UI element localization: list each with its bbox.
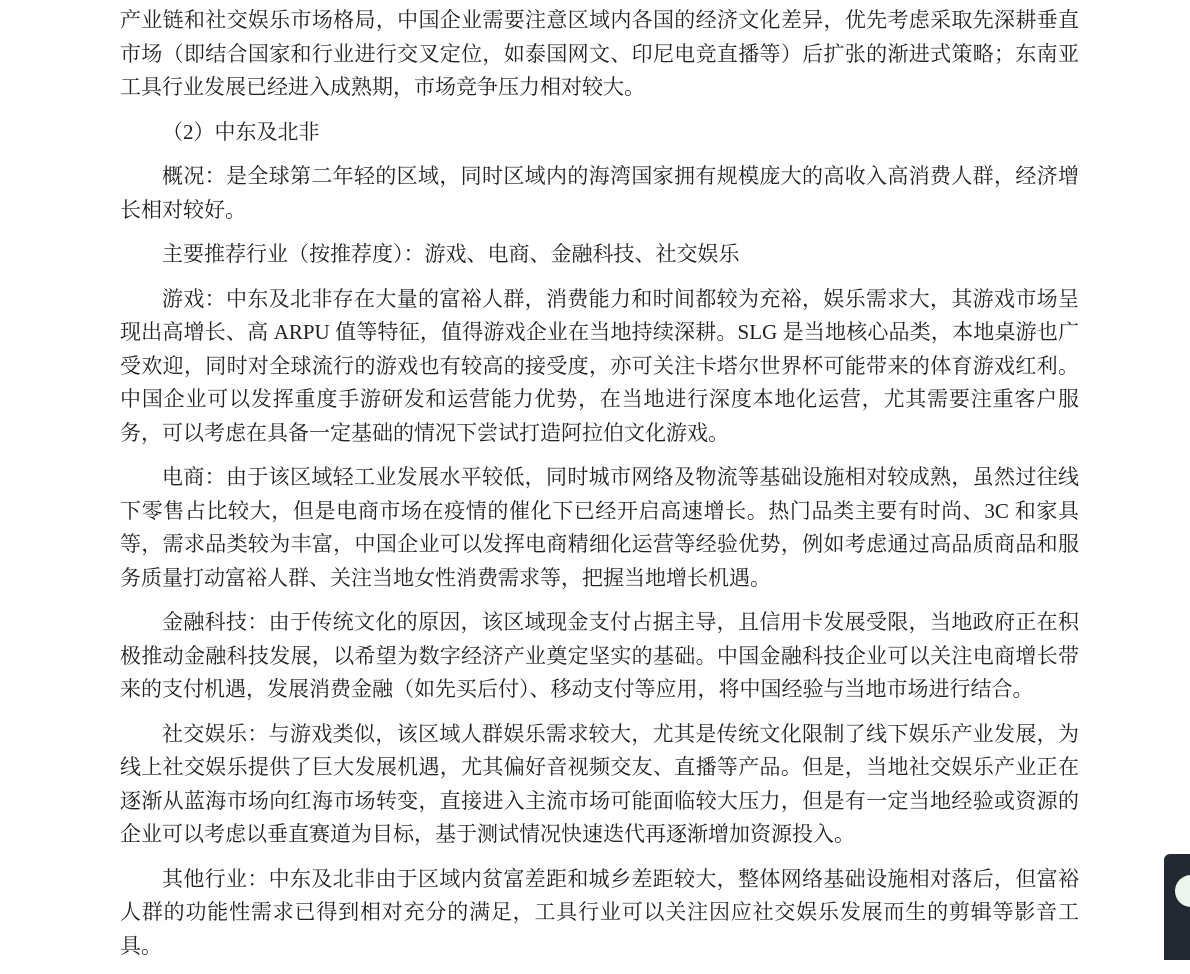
paragraph-recommended-industries: 主要推荐行业（按推荐度）：游戏、电商、金融科技、社交娱乐 xyxy=(162,242,740,266)
paragraph-fintech: 金融科技：由于传统文化的原因，该区域现金支付占据主导，且信用卡发展受限，当地政府正在积极推动金融科技发展，以希望为数字经济产业奠定坚实的基础。中国金融科技企业可以关注电商增长带来的支付机遇，发展消费金融（如先买后付）、移动支付等应用，将中国经验与当地市场进行结合。 xyxy=(120,610,1079,701)
assistant-circle-icon xyxy=(1175,875,1190,907)
paragraph-continuation: 产业链和社交娱乐市场格局，中国企业需要注意区域内各国的经济文化差异，优先考虑采取先深耕垂直市场（即结合国家和行业进行交叉定位，如泰国网文、印尼电竞直播等）后扩张的渐进式策略；东南亚工具行业发展已经进入成熟期，市场竞争压力相对较大。 xyxy=(120,8,1079,99)
paragraph-overview: 概况：是全球第二年轻的区域，同时区域内的海湾国家拥有规模庞大的高收入高消费人群，经济增长相对较好。 xyxy=(120,164,1079,222)
paragraph-ecommerce: 电商：由于该区域轻工业发展水平较低，同时城市网络及物流等基础设施相对较成熟，虽然过往线下零售占比较大，但是电商市场在疫情的催化下已经开启高速增长。热门品类主要有时尚、3C 和家具等，需求品类较为丰富，中国企业可以发挥电商精细化运营等经验优势，例如考虑通过高品质商品和服务质量打动富裕人群、关注当地女性消费需求等，把握当地增长机遇。 xyxy=(120,465,1079,590)
document-body xyxy=(120,4,1079,974)
paragraph-other-industries: 其他行业：中东及北非由于区域内贫富差距和城乡差距较大，整体网络基础设施相对落后，但富裕人群的功能性需求已得到相对充分的满足，工具行业可以关注因应社交娱乐发展而生的剪辑等影音工具。 xyxy=(120,866,1079,958)
floating-assistant-widget[interactable] xyxy=(1164,854,1190,960)
paragraph-gaming: 游戏：中东及北非存在大量的富裕人群，消费能力和时间都较为充裕，娱乐需求大，其游戏市场呈现出高增长、高 ARPU 值等特征，值得游戏企业在当地持续深耕。SLG 是当地核心品类，本地桌游也广受欢迎，同时对全球流行的游戏也有较高的接受度，亦可关注卡塔尔世界杯可能带来的体育游戏红利。中国企业可以发挥重度手游研发和运营能力优势，在当地进行深度本地化运营，尤其需要注重客户服务，可以考虑在具备一定基础的情况下尝试打造阿拉伯文化游戏。 xyxy=(120,286,1079,445)
paragraph-social-entertainment: 社交娱乐：与游戏类似，该区域人群娱乐需求较大，尤其是传统文化限制了线下娱乐产业发展，为线上社交娱乐提供了巨大发展机遇，尤其偏好音视频交友、直播等产品。但是，当地社交娱乐产业正在逐渐从蓝海市场向红海市场转变，直接进入主流市场可能面临较大压力，但是有一定当地经验或资源的企业可以考虑以垂直赛道为目标，基于测试情况快速迭代再逐渐增加资源投入。 xyxy=(120,721,1079,846)
paragraph-section-heading: （2）中东及北非 xyxy=(162,119,320,144)
